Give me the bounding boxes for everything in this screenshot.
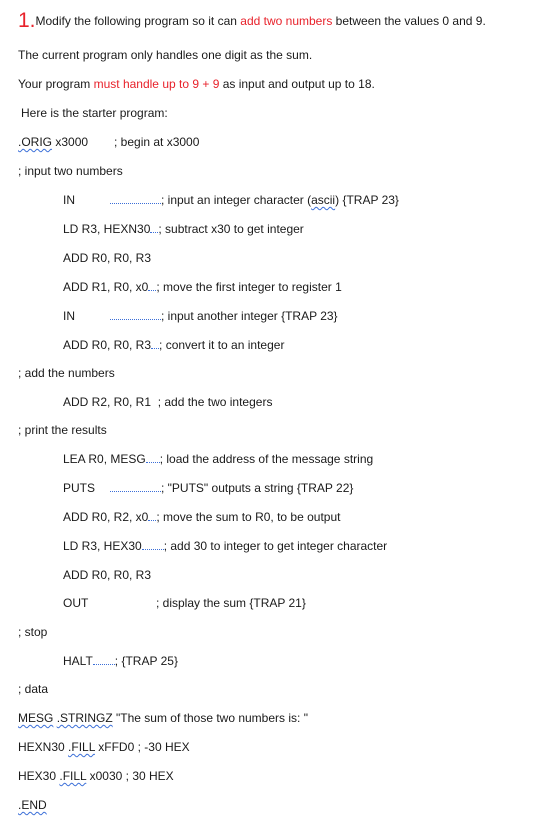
add5-instruction: ADD R0, R2, x0 bbox=[63, 510, 149, 524]
code-comment-print: ; print the results bbox=[18, 423, 107, 437]
code-line-add6: ADD R0, R0, R3 bbox=[63, 568, 152, 582]
paragraph-requirement bbox=[18, 76, 375, 92]
question-heading bbox=[18, 11, 486, 31]
code-line-halt bbox=[63, 653, 178, 669]
add4-comment: ; add the two integers bbox=[157, 395, 273, 409]
code-line-in2: IN bbox=[63, 309, 75, 323]
requirement-prefix: Your program bbox=[18, 77, 94, 91]
code-comment-in1 bbox=[110, 192, 399, 208]
code-line-ld1 bbox=[63, 221, 304, 237]
end-directive: .END bbox=[18, 798, 47, 812]
add4-instruction: ADD R2, R0, R1 bbox=[63, 395, 152, 409]
paragraph-current-program: The current program only handles one digit as the sum. bbox=[18, 48, 313, 62]
code-comment-out: ; display the sum {TRAP 21} bbox=[156, 596, 306, 610]
in1-ascii: ascii bbox=[311, 193, 336, 207]
code-line-orig bbox=[18, 134, 88, 150]
in1-comment-text: ; input an integer character ( bbox=[161, 193, 312, 207]
code-line-add2 bbox=[63, 279, 342, 295]
code-line-add3 bbox=[63, 337, 284, 353]
add3-instruction: ADD R0, R0, R3 bbox=[63, 338, 152, 352]
code-line-end bbox=[18, 797, 47, 813]
ld1-comment: ; subtract x30 to get integer bbox=[158, 222, 304, 236]
lea-comment: ; load the address of the message string bbox=[159, 452, 374, 466]
code-comment-orig: ; begin at x3000 bbox=[114, 135, 200, 149]
requirement-suffix: as input and output up to 18. bbox=[219, 77, 375, 91]
code-line-in1: IN bbox=[63, 193, 75, 207]
code-comment-in2 bbox=[110, 308, 338, 324]
code-line-lea bbox=[63, 451, 373, 467]
code-line-puts: PUTS bbox=[63, 481, 96, 495]
code-comment-add: ; add the numbers bbox=[18, 366, 115, 380]
code-line-add5 bbox=[63, 509, 340, 525]
ld2-comment: ; add 30 to integer to get integer character bbox=[163, 539, 388, 553]
code-line-add1: ADD R0, R0, R3 bbox=[63, 251, 152, 265]
in1-trap: ) {TRAP 23} bbox=[335, 193, 399, 207]
hexn-label: HEXN30 bbox=[18, 740, 65, 754]
add3-comment: ; convert it to an integer bbox=[159, 338, 285, 352]
add2-instruction: ADD R1, R0, x0 bbox=[63, 280, 149, 294]
halt-instruction: HALT bbox=[63, 654, 93, 668]
hex-label: HEX30 bbox=[18, 769, 57, 783]
code-comment-stop: ; stop bbox=[18, 625, 48, 639]
hexn-directive: .FILL bbox=[68, 740, 95, 754]
code-line-hex30 bbox=[18, 768, 174, 784]
ld1-instruction: LD R3, HEXN30 bbox=[63, 222, 151, 236]
question-number: 1. bbox=[18, 9, 36, 32]
code-line-mesg bbox=[18, 710, 308, 726]
heading-highlight: add two numbers bbox=[240, 14, 333, 28]
add5-comment: ; move the sum to R0, to be output bbox=[156, 510, 341, 524]
puts-comment-text: ; "PUTS" outputs a string {TRAP 22} bbox=[161, 481, 354, 495]
mesg-string: "The sum of those two numbers is: " bbox=[112, 711, 308, 725]
mesg-directive: .STRINGZ bbox=[56, 711, 113, 725]
hex-directive: .FILL bbox=[59, 769, 87, 783]
lea-instruction: LEA R0, MESG bbox=[63, 452, 146, 466]
requirement-highlight: must handle up to 9 + 9 bbox=[93, 77, 220, 91]
code-line-ld2 bbox=[63, 538, 387, 554]
code-comment-puts bbox=[110, 480, 353, 496]
code-line-hexn30 bbox=[18, 739, 190, 755]
mesg-label: MESG bbox=[18, 711, 54, 725]
code-comment-data: ; data bbox=[18, 682, 49, 696]
hexn-value: xFFD0 ; -30 HEX bbox=[94, 740, 190, 754]
hex-value: x0030 ; 30 HEX bbox=[86, 769, 174, 783]
code-line-add4 bbox=[63, 394, 272, 410]
heading-prefix: Modify the following program so it can bbox=[35, 14, 241, 28]
orig-keyword: .ORIG bbox=[18, 135, 53, 149]
paragraph-starter-intro: Here is the starter program: bbox=[21, 106, 168, 120]
halt-comment: ; {TRAP 25} bbox=[114, 654, 178, 668]
heading-suffix: between the values 0 and 9. bbox=[332, 14, 486, 28]
ld2-instruction: LD R3, HEX30 bbox=[63, 539, 142, 553]
code-comment-input: ; input two numbers bbox=[18, 164, 123, 178]
orig-address: x3000 bbox=[52, 135, 89, 149]
code-line-out: OUT bbox=[63, 596, 89, 610]
in2-comment-text: ; input another integer {TRAP 23} bbox=[161, 309, 338, 323]
add2-comment: ; move the first integer to register 1 bbox=[156, 280, 342, 294]
